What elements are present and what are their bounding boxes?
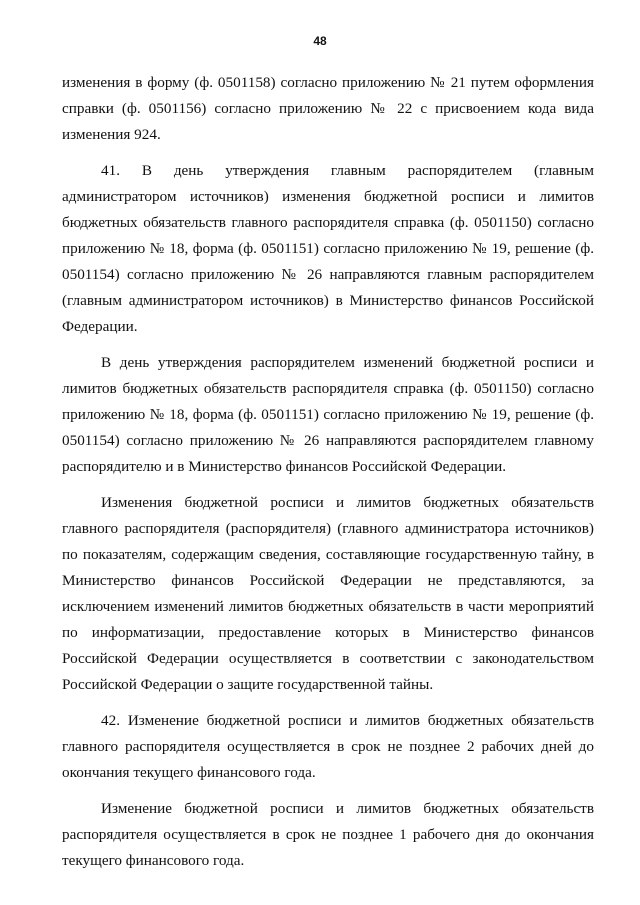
paragraph-item-42: 42. Изменение бюджетной росписи и лимитов бюджетных обязательств главного распорядителя осуществляется в срок не позднее 2 рабочих дней до окончания текущего финансового года.: [62, 712, 594, 781]
paragraph-state-secret: Изменения бюджетной росписи и лимитов бюджетных обязательств главного распорядителя (распорядителя) (главного администратора источников) по показателям, содержащим сведения, составляющие государственную тайну, в Министерство финансов Российской Федерации не представляются, за исключением изменений лимитов бюджетных обязательств в части мероприятий по информатизации, предоставление которых в Министерство финансов Российской Федерации осуществляется в соответствии с законодательством Российской Федерации о защите государственной тайны.: [62, 494, 594, 693]
paragraph-continuation: изменения в форму (ф. 0501158) согласно приложению № 21 путем оформления справки (ф. 0501156) согласно приложению № 22 с присвоением кода вида изменения 924.: [62, 74, 594, 143]
paragraph-item-41: 41. В день утверждения главным распорядителем (главным администратором источников) изменения бюджетной росписи и лимитов бюджетных обязательств главного распорядителя справка (ф. 0501150) согласно приложению № 18, форма (ф. 0501151) согласно приложению № 19, решение (ф. 0501154) согласно приложению № 26 направляются главным распорядителем (главным администратором источников) в Министерство финансов Российской Федерации.: [62, 162, 594, 335]
page-number: 48: [313, 34, 327, 48]
paragraph-distributor-deadline: Изменение бюджетной росписи и лимитов бюджетных обязательств распорядителя осуществляется в срок не позднее 1 рабочего дня до окончания текущего финансового года.: [62, 800, 594, 869]
document-body: [62, 70, 594, 884]
paragraph-distributor-changes: В день утверждения распорядителем изменений бюджетной росписи и лимитов бюджетных обязательств распорядителя справка (ф. 0501150) согласно приложению № 18, форма (ф. 0501151) согласно приложению № 19, решение (ф. 0501154) согласно приложению № 26 направляются распорядителем главному распорядителю и в Министерство финансов Российской Федерации.: [62, 354, 594, 475]
